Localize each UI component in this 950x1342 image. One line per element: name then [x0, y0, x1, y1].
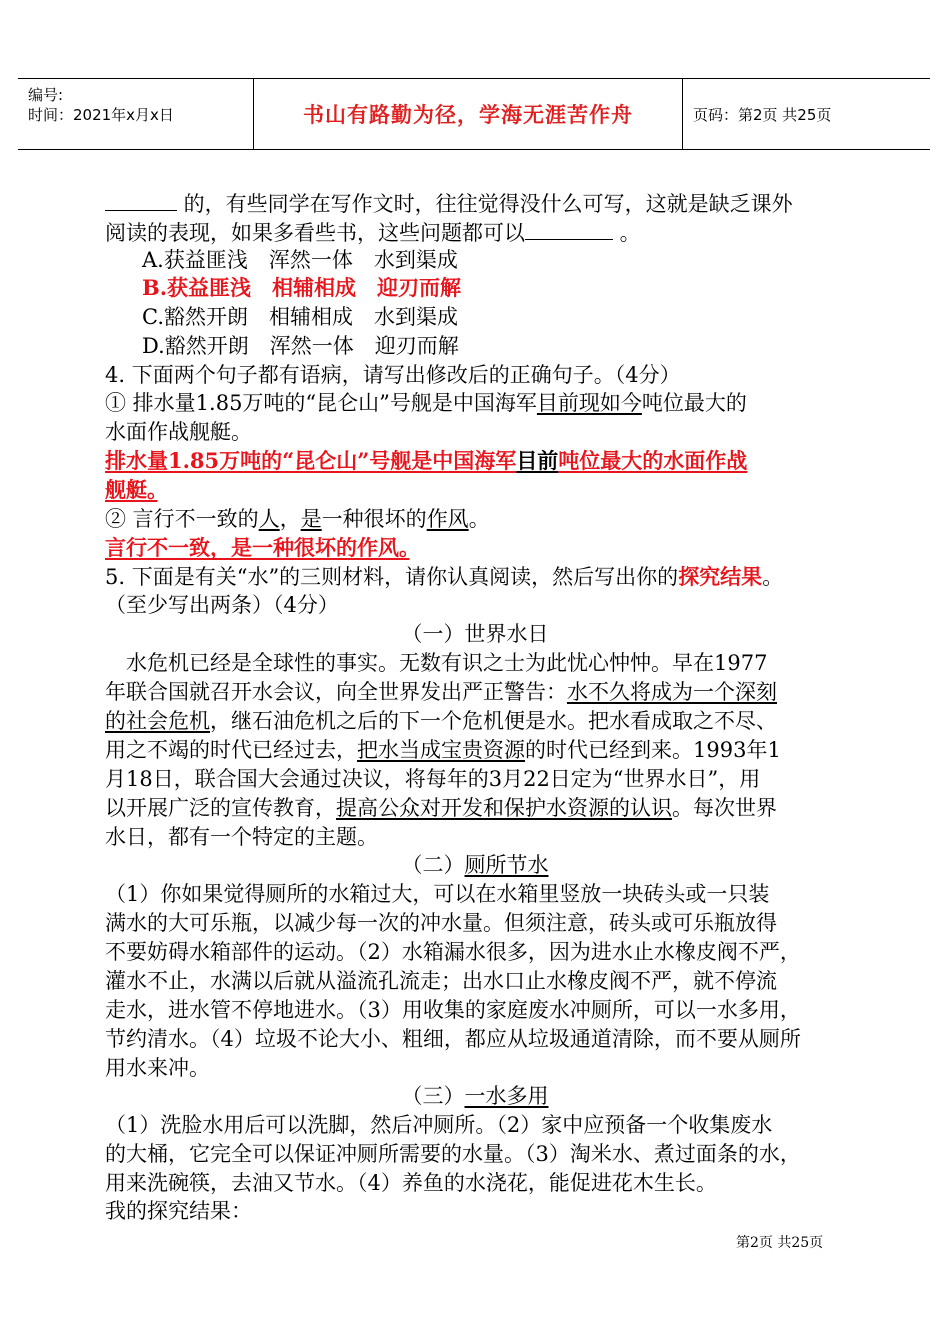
material1-heading: （一）世界水日 [401, 622, 549, 646]
material2-line: 节约清水。（4）垃圾不论大小、粗细，都应从垃圾通道清除，而不要从厕所 [105, 1027, 801, 1051]
material2-line: 走水，进水管不停地进水。（3）用收集的家庭废水冲厕所，可以一水多用， [105, 998, 801, 1022]
q3-option-d: D.豁然开朗 浑然一体 迎刃而解 [142, 334, 459, 358]
research-result-label: 我的探究结果： [105, 1199, 252, 1223]
material1-line: 用之不竭的时代已经过去，把水当成宝贵资源的时代已经到来。1993年1 [105, 738, 781, 762]
material1-line: 年联合国就召开水会议，向全世界发出严正警告：水不久将成为一个深刻 [105, 680, 777, 704]
q5-note: （至少写出两条）（4分） [105, 593, 339, 617]
page-footer: 第2页 共25页 [736, 1235, 824, 1251]
material2-line: 满水的大可乐瓶，以减少每一次的冲水量。但须注意，砖头或可乐瓶放得 [105, 911, 777, 935]
q4-answer1: 排水量1.85万吨的“昆仑山”号舰是中国海军目前吨位最大的水面作战 [105, 448, 748, 473]
material1-line: 月18日，联合国大会通过决议，将每年的3月22日定为“世界水日”，用 [105, 767, 761, 791]
page-header [18, 78, 930, 150]
material3-line: （1）洗脸水用后可以洗脚，然后冲厕所。（2）家中应预备一个收集废水 [105, 1113, 773, 1137]
header-page-info: 页码：第2页 共25页 [693, 105, 832, 124]
material3-heading: （三）一水多用 [401, 1084, 549, 1108]
code-label: 编号: [28, 86, 64, 104]
material2-line: 用水来冲。 [105, 1056, 210, 1080]
q4-answer2: 言行不一致，是一种很坏的作风。 [105, 535, 410, 560]
time-label: 时间：2021年x月x日 [28, 106, 174, 124]
q5-title: 5. 下面是有关“水”的三则材料，请你认真阅读，然后写出你的探究结果。 [105, 564, 784, 589]
material2-line: 不要妨碍水箱部件的运动。（2）水箱漏水很多，因为进水止水橡皮阀不严， [105, 940, 801, 964]
q3-option-a: A.获益匪浅 浑然一体 水到渠成 [142, 248, 458, 272]
q3-option-b: B.获益匪浅 相辅相成 迎刃而解 [142, 275, 462, 300]
q3-option-c: C.豁然开朗 相辅相成 水到渠成 [142, 305, 458, 329]
material1-line: 以开展广泛的宣传教育，提高公众对开发和保护水资源的认识。每次世界 [105, 796, 777, 820]
material3-line: 的大桶，它完全可以保证冲厕所需要的水量。（3）淘米水、煮过面条的水， [105, 1142, 801, 1166]
q4-sentence2: ② 言行不一致的人，是一种很坏的作风。 [105, 507, 490, 531]
q4-sentence1-cont: 水面作战舰艇。 [105, 420, 252, 444]
answer-blank [105, 188, 177, 211]
q3-line2: 阅读的表现，如果多看些书，这些问题都可以 。 [105, 217, 641, 247]
q3-line1: 的，有些同学在写作文时，往往觉得没什么可写，这就是缺乏课外 [105, 188, 793, 218]
q4-answer1-cont: 舰艇。 [105, 477, 158, 502]
material2-line: 灌水不止，水满以后就从溢流孔流走；出水口止水橡皮阀不严，就不停流 [105, 969, 777, 993]
material1-line: 水危机已经是全球性的事实。无数有识之士为此忧心忡忡。早在1977 [105, 651, 768, 675]
q4-title: 4. 下面两个句子都有语病，请写出修改后的正确句子。（4分） [105, 363, 681, 387]
answer-blank [525, 217, 613, 240]
material1-line: 水日，都有一个特定的主题。 [105, 825, 378, 849]
q4-sentence1: ① 排水量1.85万吨的“昆仑山”号舰是中国海军目前现如今吨位最大的 [105, 391, 747, 415]
material2-heading: （二）厕所节水 [401, 853, 549, 877]
material2-line: （1）你如果觉得厕所的水箱过大，可以在水箱里竖放一块砖头或一只装 [105, 882, 770, 906]
header-meta [18, 79, 254, 149]
material3-line: 用来洗碗筷，去油又节水。（4）养鱼的水浇花，能促进花木生长。 [105, 1171, 717, 1195]
material1-line: 的社会危机，继石油危机之后的下一个危机便是水。把水看成取之不尽、 [105, 709, 777, 733]
header-motto: 书山有路勤为径，学海无涯苦作舟 [254, 79, 683, 149]
